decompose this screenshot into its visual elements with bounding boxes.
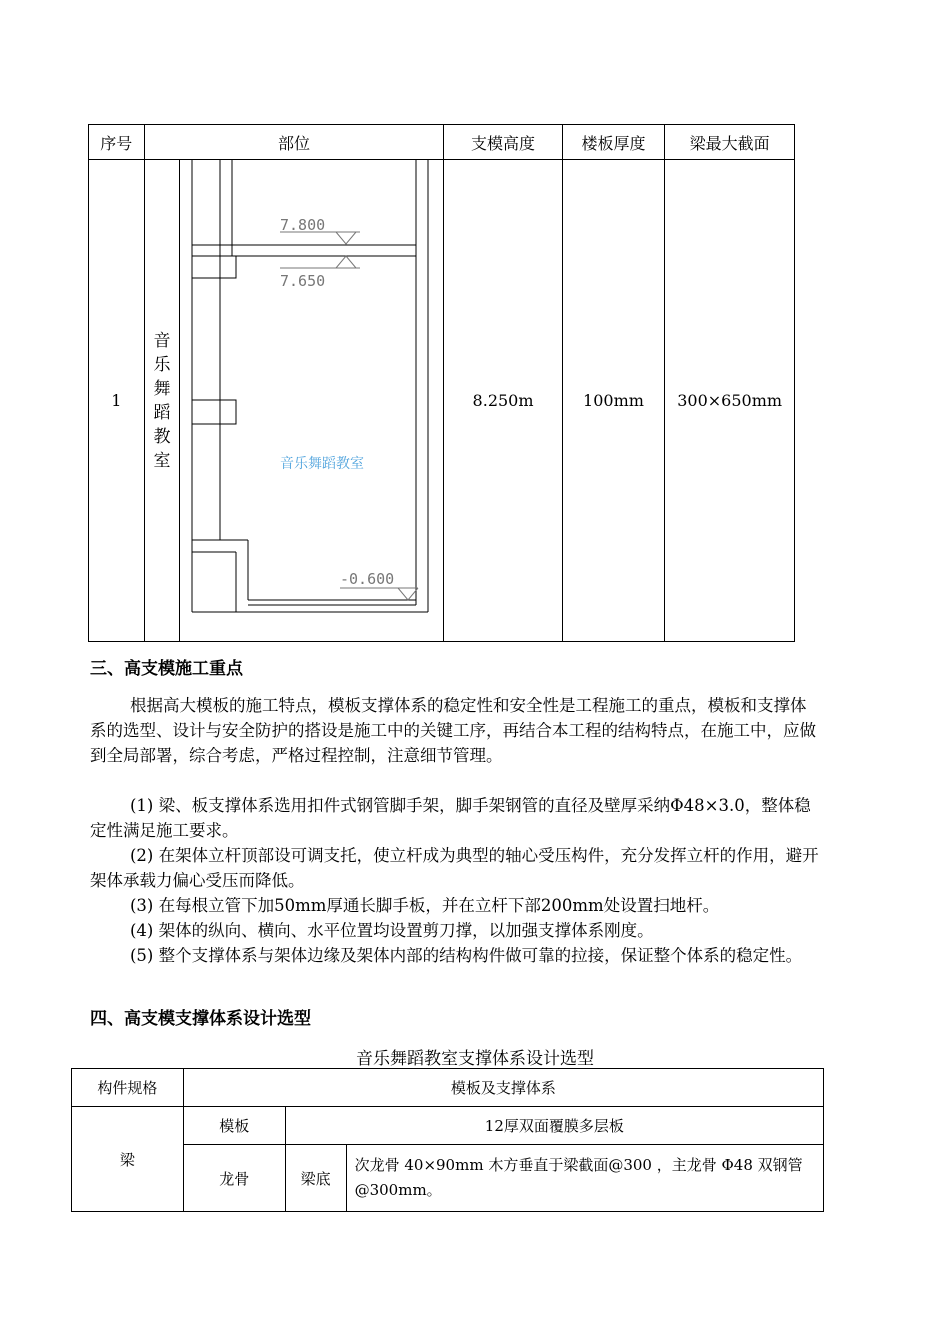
location-char: 舞 [153,378,171,399]
cell-keel-value: 次龙骨 40×90mm 木方垂直于梁截面@300 ，主龙骨 Φ48 双钢管@300mm。 [346,1145,823,1212]
table-caption: 音乐舞蹈教室支撑体系设计选型 [356,1049,594,1069]
cell-formwork-value: 12厚双面覆膜多层板 [285,1107,823,1145]
cell-beam: 300×650mm [665,160,795,642]
section-drawing [180,160,443,641]
list-item: (1) 梁、板支撑体系选用扣件式钢管脚手架，脚手架钢管的直径及壁厚采纳Φ48×3.0，整体稳定性满足施工要求。 [90,796,811,840]
location-char: 蹈 [153,402,171,423]
table-row [89,160,795,642]
section3-intro: 根据高大模板的施工特点，模板支撑体系的稳定性和安全性是工程施工的重点，模板和支撑体系的选型、设计与安全防护的搭设是施工中的关键工序，再结合本工程的结构特点，在施工中，应做到全局部署，综合考虑，严格过程控制，注意细节管理。 [90,696,816,765]
location-char: 教 [153,426,171,447]
level-bottom-label: -0.600 [340,570,395,588]
cell-keel: 龙骨 [183,1145,285,1212]
level-mid-label: 7.650 [280,272,326,290]
header-system: 模板及支撑体系 [183,1069,823,1107]
list-item: (3) 在每根立管下加50mm厚通长脚手板，并在立杆下部200mm处设置扫地杆。 [130,896,720,915]
header-beam: 梁最大截面 [665,125,795,160]
section3-body [90,693,820,968]
table-row [72,1145,824,1212]
header-location: 部位 [144,125,444,160]
room-label: 音乐舞蹈教室 [280,456,365,472]
list-item: (4) 架体的纵向、横向、水平位置均设置剪刀撑，以加强支撑体系刚度。 [130,921,654,940]
table-header-row [89,125,795,160]
cell-index: 1 [89,160,145,642]
section3-heading: 三、高支模施工重点 [90,659,243,679]
cell-height: 8.250m [444,160,562,642]
list-item: (2) 在架体立杆顶部设可调支托，使立杆成为典型的轴心受压构件，充分发挥立杆的作用，避开架体承载力偏心受压而降低。 [90,846,819,890]
section4-heading: 四、高支模支撑体系设计选型 [90,1009,311,1029]
header-index: 序号 [89,125,145,160]
location-char: 室 [153,450,171,471]
level-top-label: 7.800 [280,216,326,234]
location-char: 乐 [153,354,171,375]
design-selection-table [71,1068,824,1212]
cell-location [144,160,180,642]
header-component: 构件规格 [72,1069,184,1107]
cell-beam: 梁 [72,1107,184,1212]
location-vertical-text [153,329,170,473]
cell-slab: 100mm [562,160,665,642]
cell-formwork: 模板 [183,1107,285,1145]
header-slab: 楼板厚度 [562,125,665,160]
location-char: 音 [153,330,171,351]
support-height-table [88,124,795,642]
header-height: 支模高度 [444,125,562,160]
cell-beam-bottom: 梁底 [285,1145,346,1212]
list-item: (5) 整个支撑体系与架体边缘及架体内部的结构构件做可靠的拉接，保证整个体系的稳定性。 [130,946,803,965]
table-header-row [72,1069,824,1107]
cell-section-drawing [180,160,444,642]
table-row [72,1107,824,1145]
